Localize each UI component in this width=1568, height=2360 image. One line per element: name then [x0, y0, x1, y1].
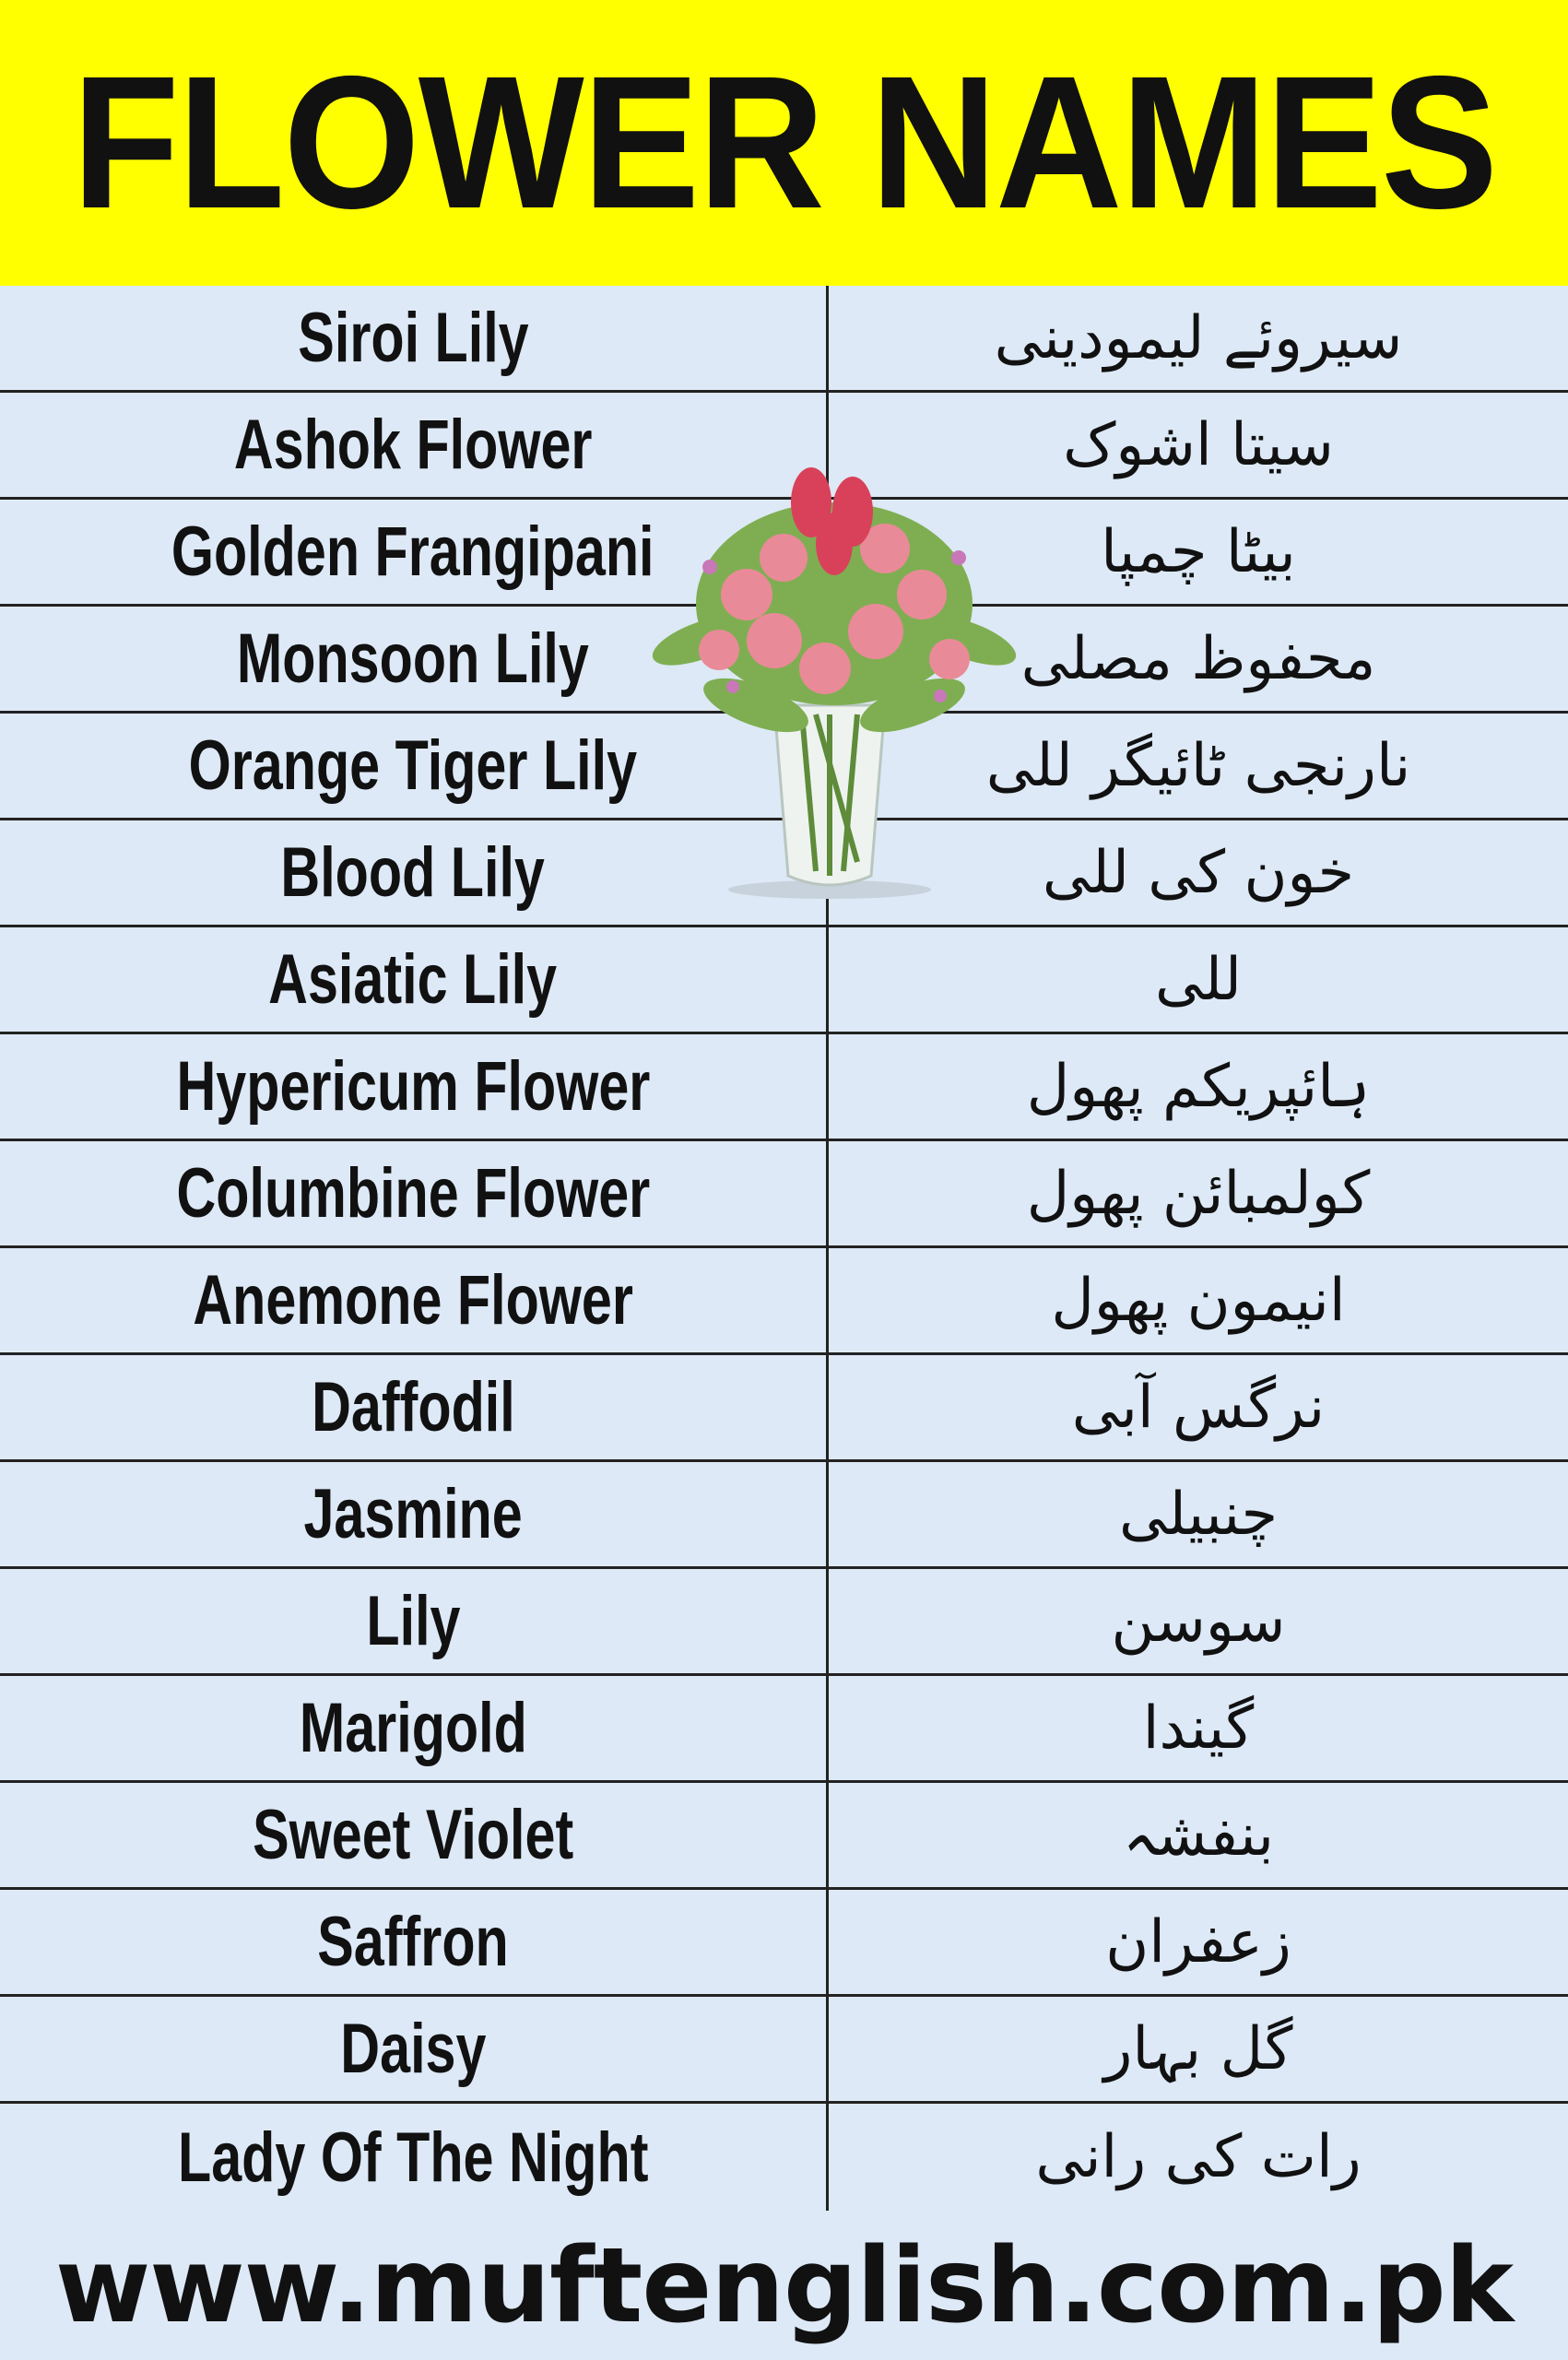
urdu-name-cell — [829, 1462, 1568, 1566]
urdu-name: کولمبائن پھول — [1026, 1159, 1371, 1228]
english-name: Daffodil — [311, 1368, 515, 1446]
urdu-name-cell — [829, 1034, 1568, 1139]
urdu-name-cell — [829, 1248, 1568, 1352]
table-row — [0, 1355, 1568, 1462]
table-row — [0, 1569, 1568, 1676]
table-row — [0, 1783, 1568, 1890]
website-url[interactable]: www.muftenglish.com.pk — [54, 2226, 1514, 2346]
urdu-name-cell — [829, 1355, 1568, 1459]
page-title: FLOWER NAMES — [71, 37, 1497, 248]
english-name: Golden Frangipani — [171, 513, 654, 591]
english-name-cell — [0, 927, 829, 1032]
english-name-cell — [0, 1890, 829, 1994]
english-name-cell — [0, 1569, 829, 1673]
english-name: Blood Lily — [280, 833, 546, 912]
header-banner — [0, 0, 1568, 286]
english-name-cell — [0, 1141, 829, 1245]
english-name: Monsoon Lily — [236, 620, 589, 698]
footer — [0, 2212, 1568, 2360]
table-row — [0, 1034, 1568, 1141]
table-row — [0, 1141, 1568, 1248]
english-name-cell — [0, 2104, 829, 2211]
english-name: Jasmine — [303, 1475, 523, 1553]
urdu-name: بیٹا چمپا — [1101, 517, 1296, 586]
urdu-name-cell — [829, 1890, 1568, 1994]
table-row — [0, 1462, 1568, 1569]
urdu-name-cell — [829, 927, 1568, 1032]
flower-bouquet-image — [645, 456, 1023, 908]
urdu-name: للی — [1154, 945, 1243, 1014]
urdu-name: نارنجی ٹائیگر للی — [985, 731, 1411, 800]
urdu-name-cell — [829, 1569, 1568, 1673]
urdu-name: چنبیلی — [1118, 1480, 1279, 1549]
urdu-name-cell — [829, 286, 1568, 390]
urdu-name: ہائپریکم پھول — [1026, 1053, 1371, 1121]
urdu-name: خون کی للی — [1042, 838, 1355, 907]
table-row — [0, 927, 1568, 1034]
english-name: Saffron — [317, 1903, 509, 1981]
english-name: Anemone Flower — [193, 1261, 633, 1339]
english-name: Asiatic Lily — [268, 940, 558, 1019]
table-row — [0, 286, 1568, 393]
english-name-cell — [0, 1676, 829, 1780]
urdu-name-cell — [829, 2104, 1568, 2211]
table-row — [0, 1676, 1568, 1783]
english-name: Lily — [365, 1582, 461, 1660]
urdu-name: گیندا — [1142, 1693, 1255, 1763]
table-row — [0, 2104, 1568, 2211]
urdu-name: سیروئے لیمودینی — [994, 304, 1403, 372]
english-name: Hypericum Flower — [176, 1047, 650, 1126]
urdu-name-cell — [829, 1997, 1568, 2101]
english-name-cell — [0, 1997, 829, 2101]
english-name-cell — [0, 286, 829, 390]
english-name-cell — [0, 1248, 829, 1352]
english-name-cell — [0, 1034, 829, 1139]
english-name: Sweet Violet — [252, 1796, 574, 1874]
english-name: Daisy — [339, 2010, 487, 2088]
urdu-name: گل بہار — [1103, 2015, 1293, 2083]
table-row — [0, 1997, 1568, 2104]
urdu-name: رات کی رانی — [1035, 2123, 1362, 2191]
english-name: Siroi Lily — [297, 299, 529, 377]
english-name-cell — [0, 1355, 829, 1459]
english-name: Lady Of The Night — [177, 2118, 649, 2197]
urdu-name: بنفشہ — [1122, 1801, 1275, 1870]
urdu-name: زعفران — [1105, 1907, 1291, 1976]
urdu-name: سیتا اشوک — [1063, 410, 1334, 479]
english-name: Orange Tiger Lily — [188, 726, 638, 805]
urdu-name-cell — [829, 1676, 1568, 1780]
table-row — [0, 1890, 1568, 1997]
urdu-name: انیمون پھول — [1051, 1266, 1346, 1335]
english-name: Ashok Flower — [233, 406, 593, 484]
urdu-name: سوسن — [1111, 1587, 1286, 1656]
english-name-cell — [0, 1783, 829, 1887]
english-name: Marigold — [299, 1689, 527, 1767]
urdu-name-cell — [829, 1783, 1568, 1887]
urdu-name: محفوظ مصلی — [1020, 624, 1376, 693]
english-name: Columbine Flower — [176, 1154, 650, 1233]
urdu-name: نرگس آبی — [1071, 1373, 1326, 1442]
english-name-cell — [0, 1462, 829, 1566]
urdu-name-cell — [829, 1141, 1568, 1245]
table-row — [0, 1248, 1568, 1355]
